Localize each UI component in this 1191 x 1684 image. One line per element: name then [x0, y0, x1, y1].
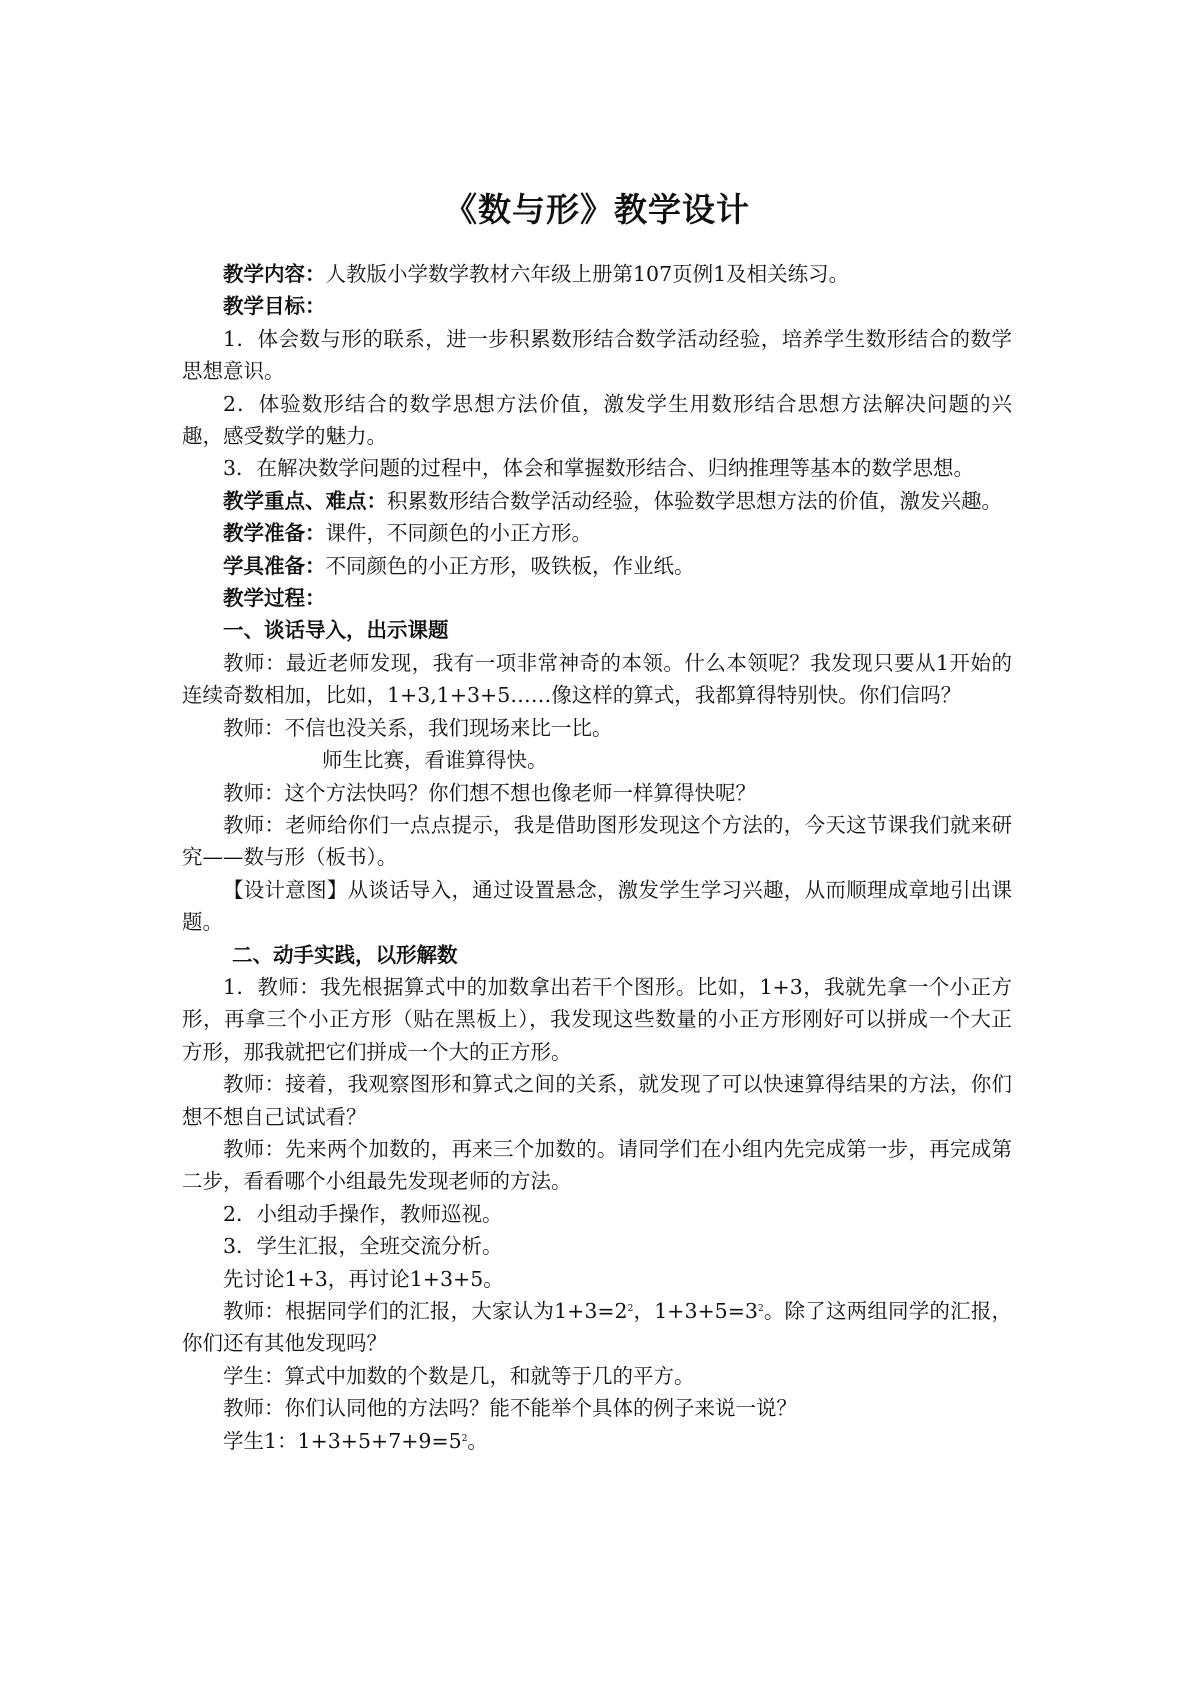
section1-paragraph: 教师：老师给你们一点点提示，我是借助图形发现这个方法的，今天这节课我们就来研究——数与形（板书）。 [182, 812, 1012, 870]
superscript: 2 [461, 1433, 468, 1444]
teaching-prep [182, 517, 1012, 549]
teaching-content [182, 258, 1012, 290]
design-intent: 【设计意图】从谈话导入，通过设置悬念，激发学生学习兴趣，从而顺理成章地引出课题。 [182, 877, 1012, 935]
objective-item-3: 3．在解决数学问题的过程中，体会和掌握数形结合、归纳推理等基本的数学思想。 [223, 456, 975, 481]
superscript: 2 [627, 1304, 634, 1314]
section2-paragraph: 3．学生汇报，全班交流分析。 [223, 1234, 503, 1259]
teaching-content-label: 教学内容： [223, 262, 326, 286]
student-prep-label: 学具准备： [223, 553, 326, 578]
process-heading: 教学过程： [223, 586, 326, 611]
section1-paragraph: 教师：最近老师发现，我有一项非常神奇的本领。什么本领呢？我发现只要从1开始的连续奇数相加，比如，1+3,1+3+5……像这样的算式，我都算得特别快。你们信吗？ [182, 650, 1012, 708]
key-points [182, 485, 1012, 517]
teaching-content-text: 人教版小学数学教材六年级上册第107页例1及相关练习。 [325, 262, 850, 286]
section2-paragraph: 先讨论1+3，再讨论1+3+5。 [223, 1266, 504, 1291]
objective-item-1: 1．体会数与形的联系，进一步积累数形结合数学活动经验，培养学生数形结合的数学思想意识。 [182, 326, 1012, 384]
student-prep [182, 550, 1012, 582]
section2-paragraph: 2．小组动手操作，教师巡视。 [223, 1201, 503, 1226]
section2-paragraph: 教师：根据同学们的汇报，大家认为$1+3=2^2$，$1+3+5=3^2$。除了这两组同学的汇报，你们还有其他发现吗？ [182, 1299, 1013, 1356]
student-prep-text: 不同颜色的小正方形，吸铁板，作业纸。 [325, 553, 695, 578]
section1-activity: 师生比赛，看谁算得快。 [322, 748, 548, 773]
section2-paragraph: 教师：你们认同他的方法吗？能不能举个具体的例子来说一说？ [223, 1396, 797, 1421]
key-points-label: 教学重点、难点： [223, 488, 387, 513]
section1-paragraph: 教师：这个方法快吗？你们想不想也像老师一样算得快呢？ [223, 780, 756, 805]
objectives-heading: 教学目标： [223, 294, 326, 319]
section2-paragraph: 学生：算式中加数的个数是几，和就等于几的平方。 [223, 1363, 695, 1388]
section2-paragraph: 教师：接着，我观察图形和算式之间的关系，就发现了可以快速算得结果的方法，你们想不想自己试试看？ [182, 1072, 1012, 1129]
teaching-prep-text: 课件，不同颜色的小正方形。 [325, 521, 592, 546]
document-page [182, 190, 1012, 1457]
objective-item-2: 2．体验数形结合的数学思想方法价值，激发学生用数形结合思想方法解决问题的兴趣，感受数学的魅力。 [182, 391, 1012, 449]
teaching-prep-label: 教学准备： [223, 521, 326, 546]
section2-paragraph: 教师：先来两个加数的，再来三个加数的。请同学们在小组内先完成第一步，再完成第二步，看看哪个小组最先发现老师的方法。 [182, 1136, 1012, 1194]
key-points-text: 积累数形结合数学活动经验，体验数学思想方法的价值，激发兴趣。 [387, 488, 1002, 513]
section1-heading: 一、谈话导入，出示课题 [223, 618, 449, 643]
document-title: 《数与形》教学设计 [444, 190, 750, 229]
section2-paragraph: 1．教师：我先根据算式中的加数拿出若干个图形。比如，1+3，我就先拿一个小正方形，再拿三个小正方形（贴在黑板上），我发现这些数量的小正方形刚好可以拼成一个大正方形，那我就把它们拼成一个大的正方形。 [182, 974, 1012, 1064]
superscript: 2 [757, 1304, 764, 1314]
section2-heading: 二、动手实践，以形解数 [232, 942, 458, 967]
section2-paragraph: 学生1：$1+3+5+7+9=5^2$。 [223, 1428, 488, 1453]
section1-paragraph: 教师：不信也没关系，我们现场来比一比。 [223, 715, 613, 740]
